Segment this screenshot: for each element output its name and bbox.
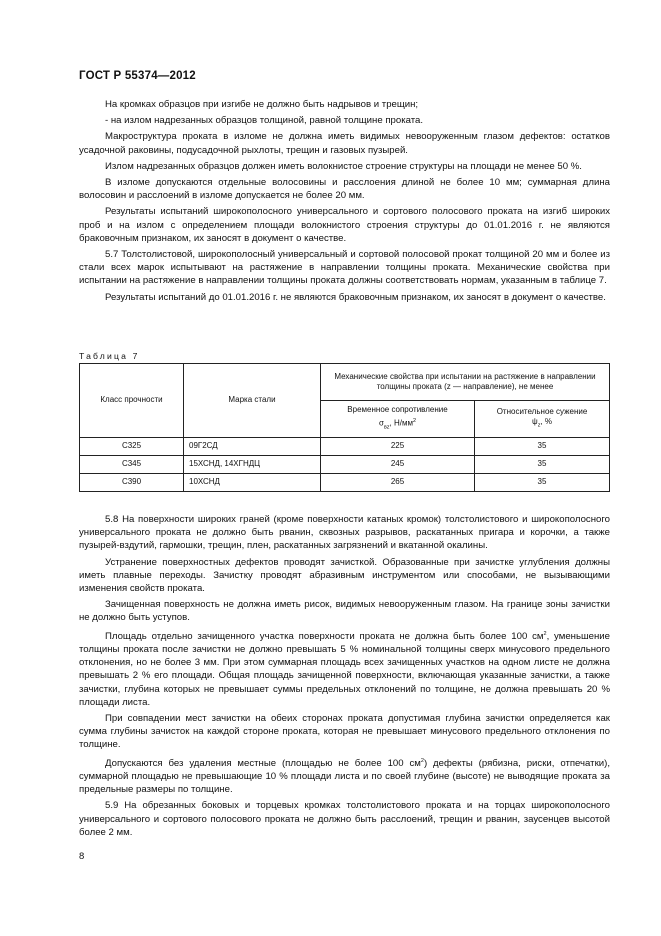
- paragraph: 5.9 На обрезанных боковых и торцевых кромках толстолистового проката и на торцах широкополосного универсального и сортового полосового проката не должно быть расслоений, трещин и рванин, заусенцев высотой более 2 мм.: [79, 800, 610, 838]
- table-caption: Таблица 7: [79, 351, 140, 361]
- paragraph: Излом надрезанных образцов должен иметь волокнистое строение структуры на площади не менее 50 %.: [105, 160, 582, 172]
- table-row: [80, 456, 610, 474]
- paragraph: Устранение поверхностных дефектов проводят зачисткой. Образованные при зачистке углубления должны иметь плавные переходы. Зачистку проводят абразивным инструментом или способами, не вызывающими изменения свойств проката.: [79, 556, 610, 595]
- cell-narrowing: 35: [475, 474, 610, 492]
- cell-strength: 225: [321, 438, 475, 456]
- paragraph: - на излом надрезанных образцов толщиной, равной толщине проката.: [105, 115, 424, 127]
- header-tensile-strength-label: Временное сопротивление: [347, 405, 448, 415]
- cell-class: С345: [80, 456, 184, 474]
- paragraph: Макроструктура проката в изломе не должна иметь видимых невооруженным глазом дефектов: остатков усадочной раковины, подусадочной рыхлоты, трещин и газовых пузырей.: [79, 131, 610, 156]
- document-header: ГОСТ Р 55374—2012: [79, 70, 196, 82]
- paragraph: Результаты испытаний широкополосного универсального и сортового полосового проката на изгиб широких проб и на излом с определением площади волокнистого строения структуры до 01.01.2016 г. не являются браковочным признаком, их заносят в документ о качестве.: [79, 206, 610, 244]
- header-tensile-strength: [321, 401, 475, 438]
- table-row: [80, 438, 610, 456]
- paragraph: 5.8 На поверхности широких граней (кроме поверхности катаных кромок) толстолистового и широкополосного универсального проката не должно быть рванин, сквозных разрывов, раскатанных пригара и корочки, а также пузырей-вздутий, гармошки, трещин, плен, раскатанных загрязнений и вкатанной окалины.: [79, 514, 610, 552]
- paragraph: В изломе допускаются отдельные волосовины и расслоения длиной не более 10 мм; суммарная длина волосовин и расслоений в изломе допускается не более 20 мм.: [79, 177, 610, 202]
- text-block-top: [79, 98, 610, 307]
- table-7: [79, 363, 610, 492]
- cell-class: С390: [80, 474, 184, 492]
- header-reduction-of-area: [475, 401, 610, 438]
- cell-grade: 09Г2СД: [184, 438, 321, 456]
- paragraph: 5.7 Толстолистовой, широкополосный универсальный и сортовой полосовой прокат толщиной 20 мм и более из стали всех марок испытывают на растяжение в направлении толщины проката. Механические свойства при испытании на растяжение в направлении толщины проката должны соответствовать нормам, указанным в таблице 7.: [79, 249, 610, 287]
- text-block-bottom: [79, 513, 610, 842]
- cell-class: С325: [80, 438, 184, 456]
- paragraph: Зачищенная поверхность не должна иметь рисок, видимых невооруженным глазом. На границе зоны зачистки не должно быть уступов.: [79, 599, 610, 624]
- header-class: Класс прочности: [80, 364, 184, 438]
- header-mechanical-properties: Механические свойства при испытании на растяжение в направлении толщины проката (z — направление), не менее: [321, 364, 610, 401]
- paragraph: Результаты испытаний до 01.01.2016 г. не являются браковочным признаком, их заносят в документ о качестве.: [105, 291, 606, 303]
- cell-strength: 265: [321, 474, 475, 492]
- paragraph: Допускаются без удаления местные (площадью не более 100 $см^2$) дефекты (рябизна, риски, отпечатки), суммарной площадью не превышающие 10 % площади листа и по своей глубине (высоте) не выводящие проката за предельные размеры по толщине.: [79, 757, 610, 796]
- table-row: [80, 474, 610, 492]
- paragraph: На кромках образцов при изгибе не должно быть надрывов и трещин;: [105, 99, 419, 110]
- cell-narrowing: 35: [475, 456, 610, 474]
- header-reduction-unit: $\psi_z$, %: [531, 417, 552, 429]
- header-grade: Марка стали: [184, 364, 321, 438]
- cell-narrowing: 35: [475, 438, 610, 456]
- cell-grade: 15ХСНД, 14ХГНДЦ: [184, 456, 321, 474]
- paragraph: Площадь отдельно зачищенного участка поверхности проката не должна быть более 100 $см^2$, уменьшение толщины проката после зачистки не должно превышать 5 % номинальной толщины сверх минусового предельного отклонения, но не более 3 мм. При этом суммарная площадь всех зачищенных участков на одном листе не должна превышать 2 % его площади. Общая площадь зачищенной поверхности, включающая указанные зачистки, а также зачистки, глубина которых не превышает суммы предельных отклонений по толщине, не должна превышать 20 % площади листа.: [79, 630, 610, 708]
- cell-strength: 245: [321, 456, 475, 474]
- page-number: 8: [79, 851, 85, 862]
- header-reduction-label: Относительное сужение: [496, 406, 588, 416]
- cell-grade: 10ХСНД: [184, 474, 321, 492]
- paragraph: При совпадении мест зачистки на обеих сторонах проката допустимая глубина зачистки определяется как сумма глубины зачисток на каждой стороне проката, которая не превышает минусового предельного отклонения по толщине.: [79, 713, 610, 751]
- header-tensile-strength-unit: $\sigma_{вz}$, $Н/мм^2$: [378, 417, 417, 431]
